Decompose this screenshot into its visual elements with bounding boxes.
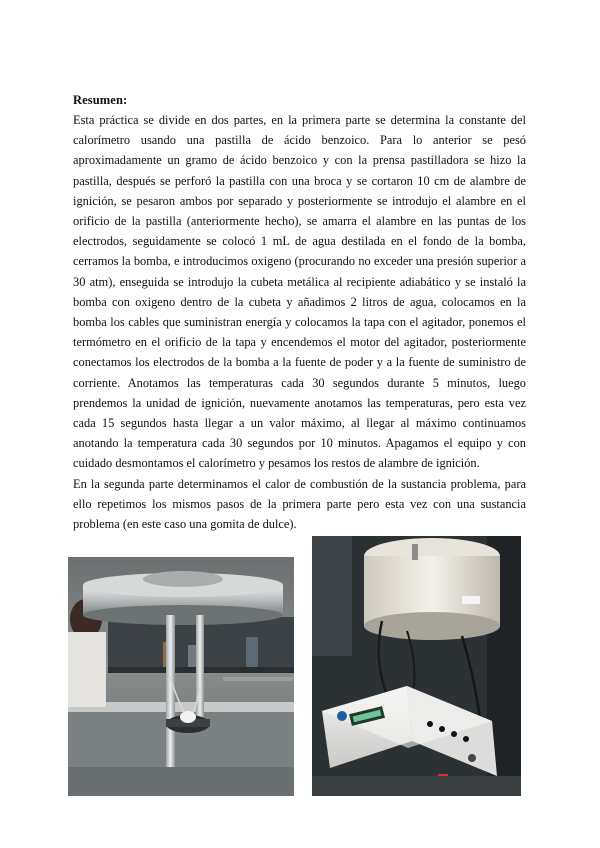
section-heading: Resumen: <box>73 93 128 107</box>
bomb-calorimeter-electrodes-photo <box>68 557 294 796</box>
paragraph-1: Esta práctica se divide en dos partes, en la primera parte se determina la constante del calorímetro usando una pastilla de ácido benzoico. Para lo anterior se pesó aproximadamente un gramo de ácido benzoico y con la prensa pastilladora se hizo la pastilla, después se perforó la pastilla con una broca y se cortaron 10 cm de alambre de ignición, se pesaron ambos por separado y posteriormente se introdujo el alambre en el orificio de la pastilla (anteriormente hecho), se amarra el alambre en las puntas de los electrodos, seguidamente se colocó 1 mL de agua destilada en el fondo de la bomba, cerramos la bomba, e introducimos oxigeno (procurando no exceder una presión superior a 30 atm), enseguida se introdujo la cubeta metálica al recipiente adiabático y se instaló la bomba con oxigeno dentro de la cubeta y añadimos 2 litros de agua, colocamos en la bomba los cables que suministran energía y colocamos la tapa con el agitador, ponemos el termómetro en el orificio de la tapa y encendemos el motor del agitador, posteriormente conectamos los electrodos de la bomba a la fuente de poder y a la fuente de suministro de corriente. Anotamos las temperaturas cada 30 segundos durante 5 minutos, luego prendemos la unidad de ignición, nuevamente anotamos las temperaturas, pero esta vez cada 15 segundos hasta llegar a un valor máximo, al llegar al máximo continuamos anotando la temperatura cada 30 segundos por 10 minutos. Apagamos el equipo y con cuidado desmontamos el calorímetro y pesamos los restos de alambre de ignición. <box>73 113 526 471</box>
adiabatic-calorimeter-and-ignition-unit-photo <box>312 536 521 796</box>
paragraph-2: En la segunda parte determinamos el calor de combustión de la sustancia problema, para ello repetimos los mismos pasos de la primera parte pero esta vez con una sustancia problema (en este caso una gomita de dulce). <box>73 476 526 532</box>
summary-body <box>73 110 526 534</box>
